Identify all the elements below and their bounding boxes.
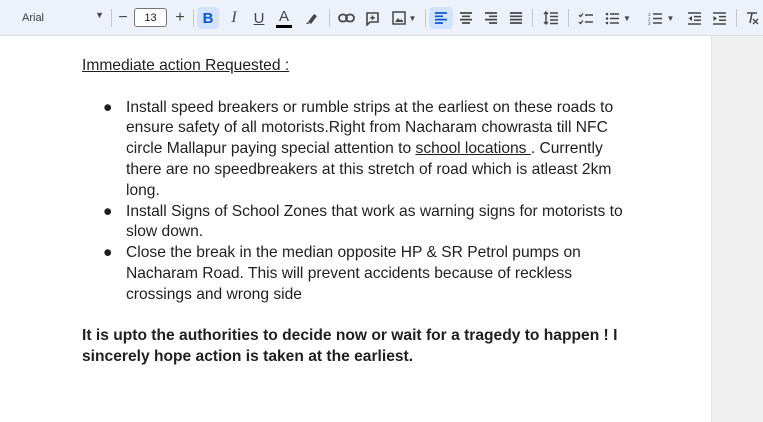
list-item-text: . Currently there are no speedbreakers at this stretch of road which is atleast 2km long. bbox=[126, 140, 612, 199]
document-page[interactable] bbox=[0, 36, 712, 422]
bullet-icon: ● bbox=[103, 202, 113, 220]
justify-icon[interactable] bbox=[505, 7, 527, 29]
bulleted-list bbox=[82, 98, 642, 306]
toolbar-divider bbox=[568, 9, 569, 27]
svg-text:1: 1 bbox=[647, 11, 651, 17]
toolbar-divider bbox=[329, 9, 330, 27]
toolbar-divider bbox=[425, 9, 426, 27]
chevron-down-icon: ▼ bbox=[666, 13, 675, 23]
chevron-down-icon: ▼ bbox=[623, 13, 631, 23]
add-comment-icon[interactable] bbox=[361, 7, 383, 29]
clear-formatting-icon[interactable] bbox=[742, 7, 762, 29]
bold-button[interactable]: B bbox=[197, 7, 219, 29]
text-color-letter: A bbox=[278, 7, 289, 25]
formatting-toolbar bbox=[0, 0, 763, 36]
list-item-text: Install speed breakers or rumble strips at the earliest on these roads to ensure safety of all motorists.Right from Nacharam chowrasta till NFC circle Mallapur paying special attention to bbox=[126, 98, 614, 158]
bullet-icon: ● bbox=[103, 98, 113, 116]
font-family-label: Arial bbox=[22, 12, 45, 24]
document-body[interactable] bbox=[82, 56, 642, 384]
increase-indent-icon[interactable] bbox=[708, 7, 730, 29]
text-color-button[interactable] bbox=[273, 7, 295, 29]
toolbar-divider bbox=[736, 9, 737, 27]
italic-button[interactable]: I bbox=[231, 9, 237, 26]
toolbar-divider bbox=[532, 9, 533, 27]
toolbar-divider bbox=[111, 9, 112, 27]
align-left-icon[interactable] bbox=[429, 7, 453, 29]
align-right-icon[interactable] bbox=[480, 7, 502, 29]
increase-font-size-button[interactable]: + bbox=[175, 9, 185, 26]
numbered-list-icon[interactable] bbox=[643, 7, 679, 29]
svg-text:3: 3 bbox=[647, 20, 651, 25]
list-item bbox=[82, 98, 642, 202]
chevron-down-icon: ▼ bbox=[95, 10, 104, 20]
text-color-swatch bbox=[276, 25, 292, 28]
section-heading: Immediate action Requested : bbox=[82, 57, 290, 74]
closing-paragraph: It is upto the authorities to decide now or wait for a tragedy to happen ! I sincerely hope action is taken at the earliest. bbox=[82, 327, 618, 366]
line-spacing-icon[interactable] bbox=[540, 7, 562, 29]
bulleted-list-icon[interactable] bbox=[601, 7, 635, 29]
list-item-text: Install Signs of School Zones that work as warning signs for motorists to slow down. bbox=[126, 202, 623, 241]
bullet-icon: ● bbox=[103, 244, 113, 262]
insert-link-icon[interactable] bbox=[335, 7, 357, 29]
list-item bbox=[82, 202, 642, 244]
list-item bbox=[82, 243, 642, 305]
chevron-down-icon: ▼ bbox=[408, 13, 417, 23]
align-center-icon[interactable] bbox=[455, 7, 477, 29]
underline-button[interactable]: U bbox=[253, 9, 265, 27]
highlight-icon[interactable] bbox=[301, 7, 323, 29]
decrease-indent-icon[interactable] bbox=[683, 7, 705, 29]
checklist-icon[interactable] bbox=[575, 7, 597, 29]
toolbar-divider bbox=[193, 9, 194, 27]
svg-text:2: 2 bbox=[647, 16, 651, 21]
list-item-text: Close the break in the median opposite HP & SR Petrol pumps on Nacharam Road. This will prevent accidents because of reckless crossings and wrong side bbox=[126, 244, 581, 303]
font-size-input[interactable]: 13 bbox=[134, 8, 167, 27]
insert-image-icon[interactable] bbox=[387, 7, 421, 29]
decrease-font-size-button[interactable]: − bbox=[118, 9, 128, 26]
font-family-dropdown[interactable] bbox=[16, 7, 108, 29]
side-margin bbox=[712, 36, 763, 422]
underlined-text: school locations bbox=[415, 140, 531, 158]
